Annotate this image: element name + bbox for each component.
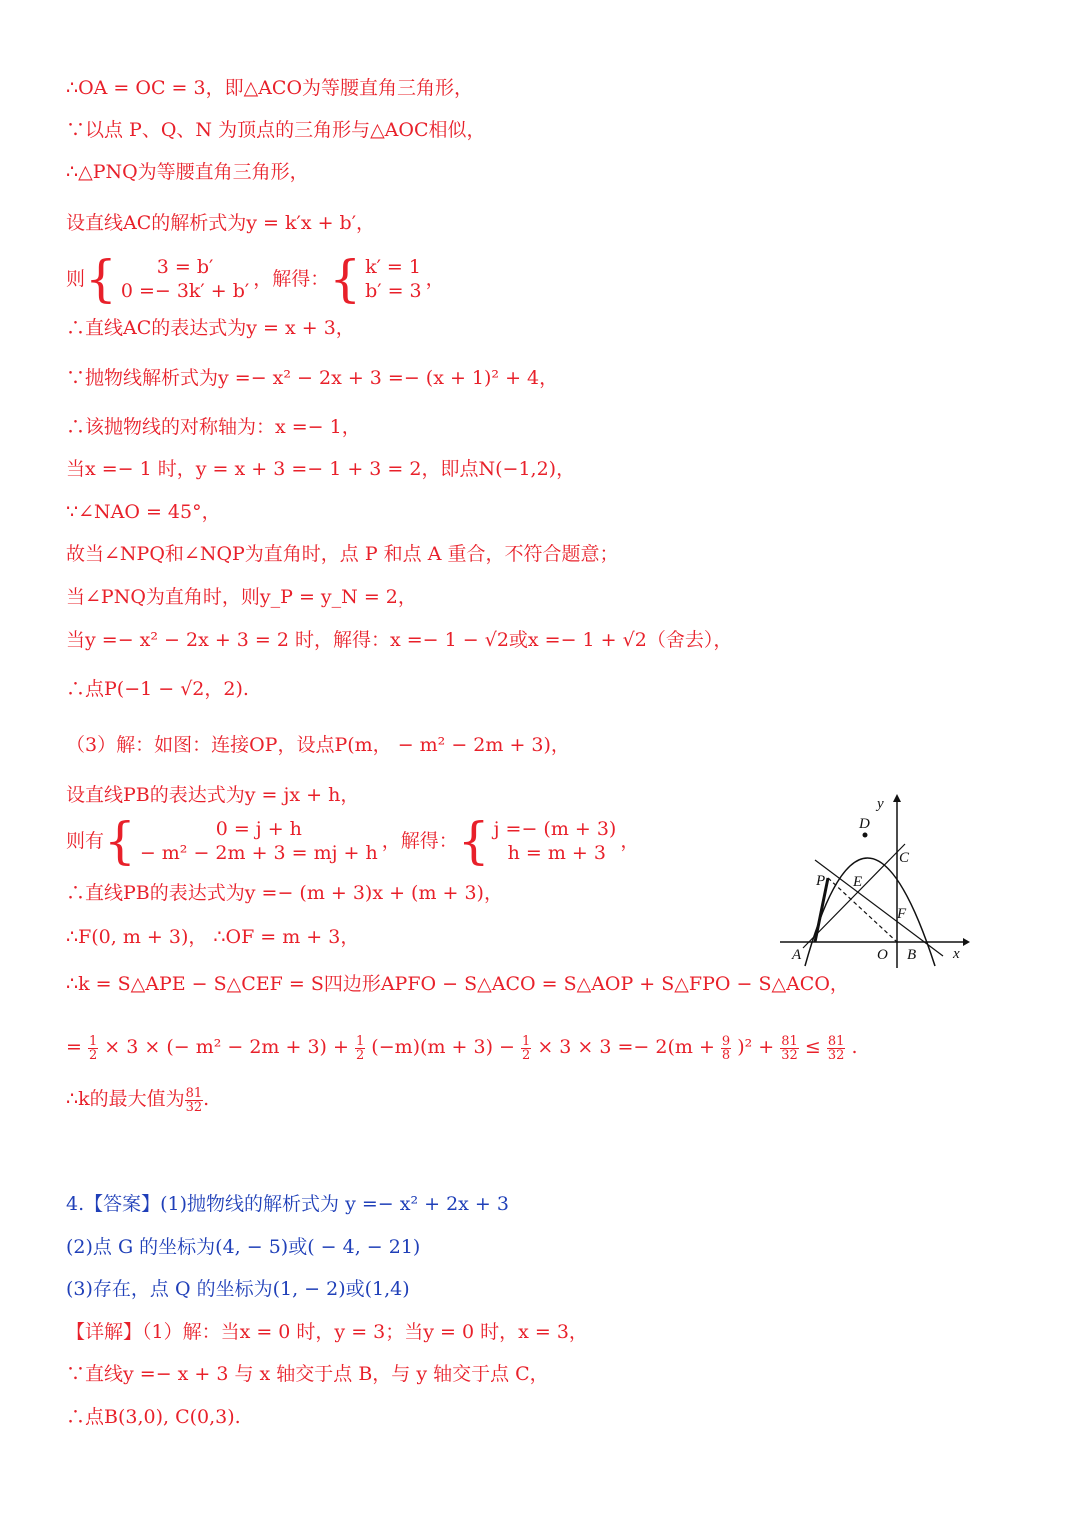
vertex-d-point xyxy=(863,833,868,838)
equation-system-pb xyxy=(66,812,640,872)
answer-line-3: (3)存在，点 Q 的坐标为(1, − 2)或(1,4) xyxy=(66,1278,410,1300)
answer-line-2: (2)点 G 的坐标为(4, − 5)或( − 4, − 21) xyxy=(66,1236,421,1258)
fraction-one-half: $\frac{1}{2}$ xyxy=(88,1033,98,1063)
label-p: P xyxy=(816,873,826,889)
brace-glyph: { xyxy=(457,812,490,870)
expr-part: × 3 × (− m² − 2m + 3) + xyxy=(104,1036,349,1058)
fraction-one-half: $\frac{1}{2}$ xyxy=(522,1033,531,1063)
expr-part: (−m)(m + 3) − xyxy=(371,1036,515,1058)
label-o: O xyxy=(877,947,888,963)
label-e: E xyxy=(853,874,863,890)
system-end: ， xyxy=(620,830,640,852)
expr-part: = xyxy=(66,1036,82,1058)
brace-glyph: { xyxy=(329,250,362,308)
detail-line-1: 【详解】（1）解：当x = 0 时，y = 3；当y = 0 时，x = 3， xyxy=(66,1321,588,1343)
solution-row-2: b′ = 3 xyxy=(365,280,422,302)
solution-line-10: ∵∠NAO = 45°， xyxy=(66,501,221,523)
solution-line-1: ∴OA = OC = 3，即△ACO为等腰直角三角形， xyxy=(66,77,474,99)
expr-part: × 3 × 3 =− 2(m + xyxy=(537,1036,715,1058)
solution-line-15: （3）解：如图：连接OP，设点P(m， − m² − 2m + 3)， xyxy=(66,734,570,756)
brace-glyph: { xyxy=(85,250,117,308)
parabola-diagram xyxy=(775,790,970,970)
solution-line-16: 设直线PB的表达式为y = jx + h， xyxy=(66,784,360,806)
system-end: ， xyxy=(425,268,445,290)
system-row-2: 0 =− 3k′ + b′ xyxy=(120,280,250,302)
solution-line-13: 当y =− x² − 2x + 3 = 2 时，解得：x =− 1 − √2或x =− 1 + √2（舍去）， xyxy=(66,629,733,651)
solution-line-19: ∴F(0, m + 3)， ∴OF = m + 3， xyxy=(66,926,360,948)
system-middle: ，解得： xyxy=(253,268,330,290)
solution-line-22 xyxy=(66,1082,209,1116)
label-c: C xyxy=(899,850,910,866)
y-axis-arrow-icon xyxy=(893,794,901,802)
solution-line-7: ∵抛物线解析式为y =− x² − 2x + 3 =− (x + 1)² + 4， xyxy=(66,367,559,389)
solution-line-11: 故当∠NPQ和∠NQP为直角时，点 P 和点 A 重合，不符合题意； xyxy=(66,543,619,565)
solution-line-9: 当x =− 1 时，y = x + 3 =− 1 + 3 = 2，即点N(−1,2)， xyxy=(66,458,576,480)
fraction-81-32: $\frac{81}{32}$ xyxy=(185,1085,203,1115)
detail-line-2: ∵直线y =− x + 3 与 x 轴交于点 B，与 y 轴交于点 C， xyxy=(66,1363,549,1385)
expr-part: . xyxy=(851,1036,858,1058)
fraction-81-32: $\frac{81}{32}$ xyxy=(781,1033,798,1063)
brace-glyph: { xyxy=(104,812,136,870)
equation-system-ac xyxy=(66,250,445,310)
expr-part: )² + xyxy=(737,1036,775,1058)
system-prefix: 则有 xyxy=(66,830,105,852)
fraction-81-32: $\frac{81}{32}$ xyxy=(827,1033,845,1063)
solution-line-14: ∴点P(−1 − √2，2). xyxy=(66,678,249,700)
expr-part: . xyxy=(203,1088,210,1110)
solution-line-6: ∴直线AC的表达式为y = x + 3， xyxy=(66,317,355,339)
answer-line-1: 4.【答案】(1)抛物线的解析式为 y =− x² + 2x + 3 xyxy=(66,1193,509,1215)
label-f: F xyxy=(897,906,907,922)
solution-line-18: ∴直线PB的表达式为y =− (m + 3)x + (m + 3)， xyxy=(66,882,503,904)
solution-row-2: h = m + 3 xyxy=(507,842,606,864)
solution-line-20: ∴k = S△APE − S△CEF = S四边形APFO − S△ACO = S△AOP + S△FPO − S△ACO， xyxy=(66,973,849,995)
label-y: y xyxy=(877,796,884,812)
solution-line-21 xyxy=(66,1030,857,1064)
label-a: A xyxy=(792,947,802,963)
solution-line-4: 设直线AC的解析式为y = k′x + b′， xyxy=(66,212,376,234)
solution-row-1: k′ = 1 xyxy=(365,256,421,278)
solution-line-3: ∴△PNQ为等腰直角三角形， xyxy=(66,161,309,183)
solution-row-1: j =− (m + 3) xyxy=(493,818,617,840)
solution-line-2: ∵以点 P、Q、N 为顶点的三角形与△AOC相似， xyxy=(66,119,486,141)
expr-part: ≤ xyxy=(804,1036,821,1058)
label-b: B xyxy=(907,947,917,963)
system-prefix: 则 xyxy=(66,268,86,290)
system-row-1: 3 = b′ xyxy=(156,256,214,278)
fraction-one-half: $\frac{1}{2}$ xyxy=(355,1033,365,1063)
solution-line-8: ∴该抛物线的对称轴为：x =− 1， xyxy=(66,416,361,438)
system-row-2: − m² − 2m + 3 = mj + h xyxy=(139,842,378,864)
detail-line-3: ∴点B(3,0), C(0,3). xyxy=(66,1406,241,1428)
x-axis-arrow-icon xyxy=(963,938,970,946)
label-x: x xyxy=(953,946,960,962)
expr-part: ∴k的最大值为 xyxy=(66,1088,185,1110)
label-d: D xyxy=(859,816,870,832)
system-row-1: 0 = j + h xyxy=(215,818,302,840)
solution-line-12: 当∠PNQ为直角时，则y_P = y_N = 2， xyxy=(66,586,417,608)
system-middle: ，解得： xyxy=(381,830,458,852)
fraction-nine-eighths: $\frac{9}{8}$ xyxy=(721,1033,731,1063)
